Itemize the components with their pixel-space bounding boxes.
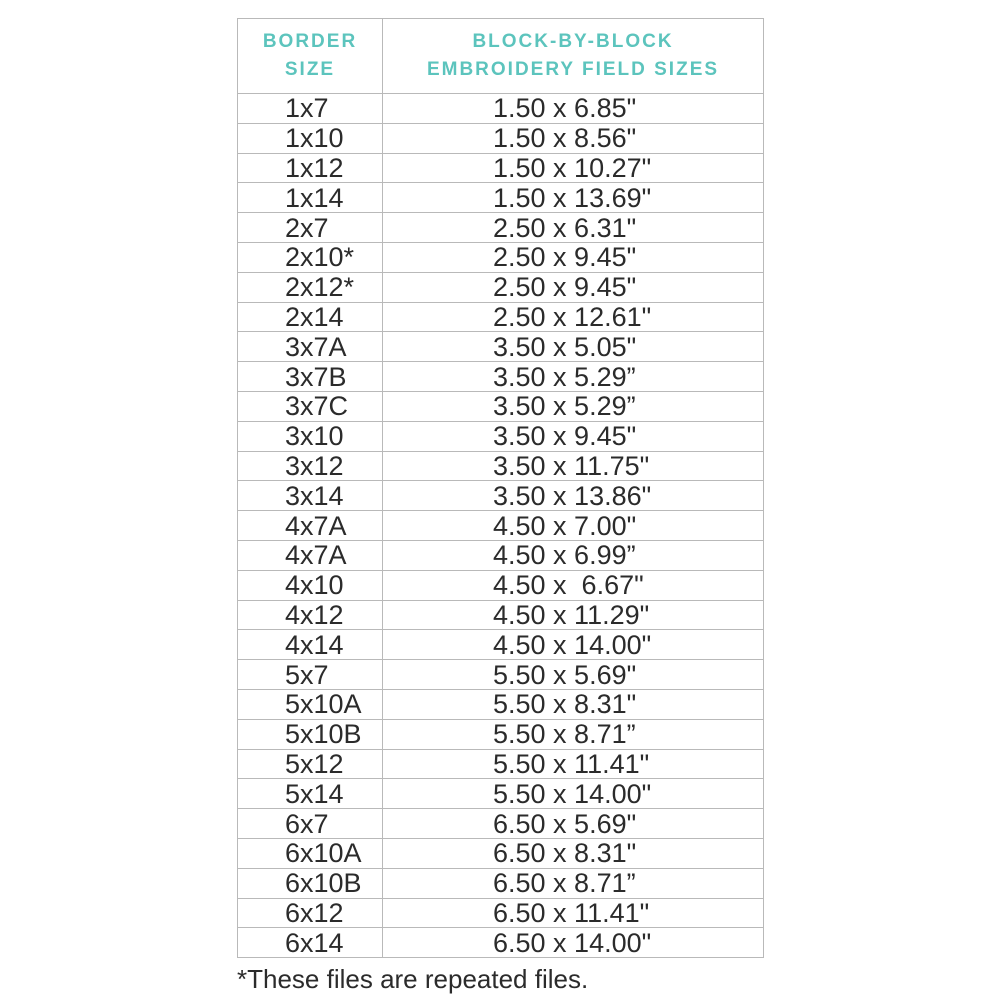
border-size-cell: 6x7 [238, 809, 383, 839]
table-row [238, 928, 764, 958]
border-size-cell: 5x7 [238, 660, 383, 690]
field-size-cell: 3.50 x 5.29” [383, 362, 764, 392]
table-row [238, 242, 764, 272]
border-size-cell: 1x7 [238, 94, 383, 124]
border-size-cell: 2x14 [238, 302, 383, 332]
field-size-cell: 5.50 x 11.41" [383, 749, 764, 779]
field-size-cell: 5.50 x 8.71” [383, 719, 764, 749]
table-row [238, 809, 764, 839]
border-size-cell: 3x7C [238, 391, 383, 421]
table-row [238, 481, 764, 511]
field-size-cell: 4.50 x 11.29" [383, 600, 764, 630]
embroidery-size-table [237, 18, 764, 958]
border-size-cell: 1x14 [238, 183, 383, 213]
table-row [238, 868, 764, 898]
table-row [238, 421, 764, 451]
border-size-cell: 2x7 [238, 213, 383, 243]
field-size-cell: 1.50 x 10.27" [383, 153, 764, 183]
header-border-size [238, 19, 383, 94]
field-size-cell: 5.50 x 8.31" [383, 689, 764, 719]
field-size-cell: 3.50 x 5.05" [383, 332, 764, 362]
border-size-cell: 4x14 [238, 630, 383, 660]
header-border-size-line2: SIZE [284, 59, 336, 80]
border-size-cell: 4x7A [238, 540, 383, 570]
field-size-cell: 6.50 x 11.41" [383, 898, 764, 928]
field-size-cell: 2.50 x 12.61" [383, 302, 764, 332]
field-size-cell: 4.50 x 6.99” [383, 540, 764, 570]
table-row [238, 630, 764, 660]
table-row [238, 332, 764, 362]
table-row [238, 689, 764, 719]
field-size-cell: 3.50 x 11.75" [383, 451, 764, 481]
table-row [238, 511, 764, 541]
border-size-cell: 3x12 [238, 451, 383, 481]
table-header-row [238, 19, 764, 94]
border-size-cell: 2x10* [238, 242, 383, 272]
header-field-sizes-line2: EMBROIDERY FIELD SIZES [426, 59, 720, 80]
field-size-cell: 3.50 x 13.86" [383, 481, 764, 511]
field-size-cell: 3.50 x 9.45" [383, 421, 764, 451]
field-size-cell: 4.50 x 6.67" [383, 570, 764, 600]
header-field-sizes [383, 19, 764, 94]
table-row [238, 600, 764, 630]
field-size-cell: 3.50 x 5.29” [383, 391, 764, 421]
table-row [238, 719, 764, 749]
table-row [238, 749, 764, 779]
border-size-cell: 6x10B [238, 868, 383, 898]
border-size-cell: 5x10A [238, 689, 383, 719]
table-row [238, 362, 764, 392]
table-row [238, 94, 764, 124]
border-size-cell: 3x10 [238, 421, 383, 451]
header-border-size-line1: BORDER [262, 31, 358, 52]
table-row [238, 540, 764, 570]
border-size-cell: 3x7A [238, 332, 383, 362]
field-size-cell: 1.50 x 8.56" [383, 123, 764, 153]
field-size-cell: 5.50 x 5.69" [383, 660, 764, 690]
footnote: *These files are repeated files. [237, 964, 589, 994]
border-size-cell: 2x12* [238, 272, 383, 302]
table-row [238, 213, 764, 243]
border-size-cell: 5x14 [238, 779, 383, 809]
field-size-cell: 6.50 x 5.69" [383, 809, 764, 839]
table-row [238, 779, 764, 809]
field-size-cell: 1.50 x 13.69" [383, 183, 764, 213]
field-size-cell: 4.50 x 14.00" [383, 630, 764, 660]
table-row [238, 302, 764, 332]
table-row [238, 451, 764, 481]
table-row [238, 272, 764, 302]
border-size-cell: 6x12 [238, 898, 383, 928]
field-size-cell: 6.50 x 8.31" [383, 838, 764, 868]
table-body [238, 94, 764, 958]
table-row [238, 123, 764, 153]
border-size-cell: 6x10A [238, 838, 383, 868]
header-field-sizes-line1: BLOCK-BY-BLOCK [472, 31, 674, 52]
table-row [238, 153, 764, 183]
table-row [238, 183, 764, 213]
border-size-cell: 3x7B [238, 362, 383, 392]
table-row [238, 570, 764, 600]
table-row [238, 838, 764, 868]
border-size-cell: 6x14 [238, 928, 383, 958]
table-row [238, 391, 764, 421]
field-size-cell: 1.50 x 6.85" [383, 94, 764, 124]
field-size-cell: 2.50 x 9.45" [383, 242, 764, 272]
field-size-cell: 6.50 x 14.00" [383, 928, 764, 958]
table-row [238, 660, 764, 690]
field-size-cell: 2.50 x 9.45" [383, 272, 764, 302]
border-size-cell: 4x7A [238, 511, 383, 541]
border-size-cell: 5x12 [238, 749, 383, 779]
border-size-cell: 1x12 [238, 153, 383, 183]
field-size-cell: 5.50 x 14.00" [383, 779, 764, 809]
border-size-cell: 5x10B [238, 719, 383, 749]
field-size-cell: 6.50 x 8.71” [383, 868, 764, 898]
field-size-cell: 4.50 x 7.00" [383, 511, 764, 541]
border-size-cell: 4x10 [238, 570, 383, 600]
border-size-cell: 1x10 [238, 123, 383, 153]
border-size-cell: 3x14 [238, 481, 383, 511]
field-size-cell: 2.50 x 6.31" [383, 213, 764, 243]
border-size-cell: 4x12 [238, 600, 383, 630]
table-row [238, 898, 764, 928]
